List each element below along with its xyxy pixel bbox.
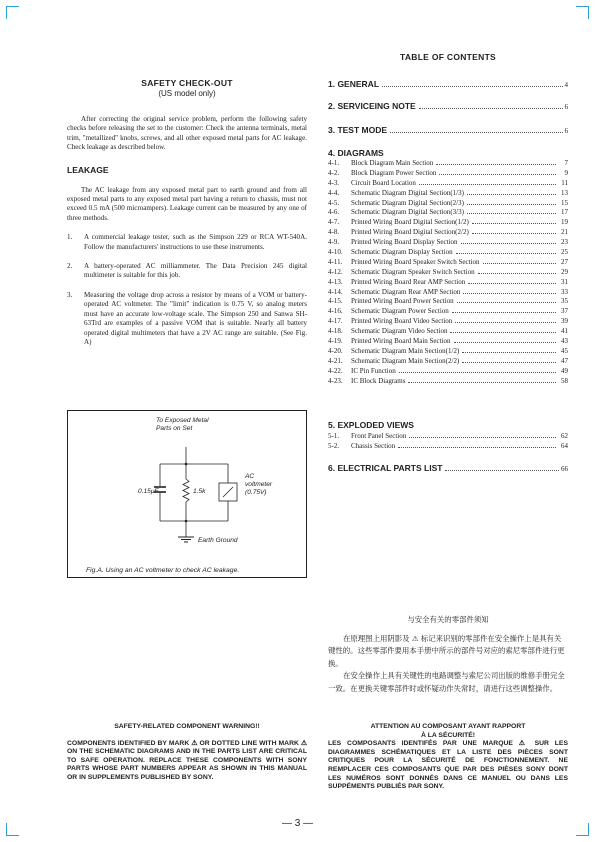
method-text: A battery-operated AC milliammeter. The Data Precision 245 digital multimeter is suitable for this job. [84, 262, 307, 280]
warning-title: SAFETY-RELATED COMPONENT WARNING!! [114, 723, 260, 730]
toc-entry-label: IC Block Diagrams [351, 376, 406, 385]
toc-entry-page: 49 [561, 366, 568, 375]
toc-entry-label: Block Diagram Main Section [351, 159, 434, 167]
toc-entry-page: 27 [561, 257, 568, 266]
toc-entry-number: 4-5. [328, 198, 340, 207]
capacitor-label: 0.15μF [138, 488, 159, 495]
figure-label-line: To Exposed Metal [156, 417, 209, 424]
toc-entry-number: 4-12. [328, 267, 343, 276]
voltmeter-label-line: (0.75V) [245, 489, 267, 496]
toc-entry-number: 4-16. [328, 307, 343, 316]
figure-caption: Fig.A. Using an AC voltmeter to check AC leakage. [86, 567, 240, 574]
toc-entry-label: Schematic Diagram Display Section [351, 248, 453, 257]
method-item-1 [67, 233, 307, 252]
toc-leader [455, 322, 556, 323]
method-number: 3. [67, 290, 73, 299]
crop-mark-top-right [576, 6, 589, 19]
toc-entry-label: Printed Wiring Board Video Section [351, 317, 453, 326]
toc-entry-number: 4-9. [328, 238, 340, 247]
toc-entry-item[interactable] [328, 189, 568, 199]
toc-entry-page: 6 [564, 103, 568, 111]
toc-leader [467, 213, 556, 214]
toc-entry-label: Printed Wiring Board Display Section [351, 238, 458, 247]
toc-entry-page: 25 [561, 248, 568, 257]
toc-entry-number: 4-14. [328, 287, 343, 296]
toc-entry-number: 4-10. [328, 248, 343, 257]
toc-entry-number: 4-21. [328, 356, 343, 365]
toc-entry-label: Printed Wiring Board Main Section [351, 337, 451, 346]
toc-entry-item[interactable] [328, 357, 568, 367]
toc-entry-page: 41 [561, 327, 568, 336]
toc-entry-page: 6 [564, 127, 568, 135]
toc-entry-test-mode[interactable] [328, 125, 568, 135]
toc-leader [456, 253, 556, 254]
toc-leader [439, 174, 556, 175]
toc-leader [398, 447, 556, 448]
method-item-3 [67, 291, 307, 347]
toc-entry-number: 5-1. [328, 432, 340, 440]
voltmeter-label-line: AC [245, 473, 255, 480]
toc-exploded-list [328, 432, 568, 452]
toc-entry-item[interactable] [328, 248, 568, 258]
warning-text: COMPONENTS IDENTIFIED BY MARK ⚠ OR DOTTED LINE WITH MARK ⚠ ON THE SCHEMATIC DIAGRAMS AND IN THE PARTS LIST ARE CRITICAL TO SAFE OPERATION. REPLACE THESE COMPONENTS WITH SONY PARTS WHOSE PART NUMBERS APPEAR AS SHOWN IN THIS MANUAL OR IN SUPPLEMENTS PUBLISHED BY SONY. [67, 739, 307, 781]
toc-entry-number: 4-19. [328, 337, 343, 346]
toc-leader [483, 263, 557, 264]
toc-leader [462, 352, 556, 353]
toc-leader [408, 382, 556, 383]
toc-entry-label: Printed Wiring Board Digital Section(1/2) [351, 218, 469, 227]
toc-leader [461, 243, 556, 244]
toc-entry-page: 17 [561, 208, 568, 217]
toc-entry-item[interactable] [328, 297, 568, 307]
toc-entry-label: Front Panel Section [351, 432, 407, 440]
toc-leader [467, 204, 556, 205]
toc-entry-page: 29 [561, 267, 568, 276]
toc-entry-serviceing-note[interactable] [328, 101, 568, 111]
toc-entry-item[interactable] [328, 258, 568, 268]
toc-entry-item[interactable] [328, 347, 568, 357]
toc-entry-number: 4-8. [328, 228, 340, 237]
toc-leader [478, 273, 556, 274]
toc-entry-number: 4-17. [328, 317, 343, 326]
toc-entry-page: 37 [561, 307, 568, 316]
toc-entry-page: 7 [564, 159, 568, 167]
toc-entry-label: Schematic Diagram Power Section [351, 307, 449, 316]
toc-entry-item[interactable] [328, 179, 568, 189]
warning-title-line-1: ATTENTION AU COMPOSANT AYANT RAPPORT [370, 723, 526, 730]
toc-entry-item[interactable] [328, 199, 568, 209]
toc-entry-page: 31 [561, 277, 568, 286]
toc-entry-page: 58 [561, 376, 568, 385]
toc-entry-number: 4-4. [328, 188, 340, 197]
toc-entry-item[interactable] [328, 268, 568, 278]
toc-entry-number: 4-1. [328, 159, 340, 167]
toc-leader [463, 293, 556, 294]
toc-entry-item[interactable] [328, 337, 568, 347]
toc-entry-page: 33 [561, 287, 568, 296]
toc-entry-page: 19 [561, 218, 568, 227]
toc-entry-page: 23 [561, 238, 568, 247]
toc-entry-page: 43 [561, 337, 568, 346]
toc-entry-item[interactable] [328, 377, 568, 387]
chinese-notice-paragraph-1: 在原理图上用阴影及 ⚠ 标记来识别的零部件在安全操作上是具有关键性的。这些零部件要用本手册中所示的部件号对应的索尼零部件进行更换。 [328, 633, 565, 668]
toc-entry-item[interactable] [328, 228, 568, 238]
toc-leader [390, 132, 562, 133]
toc-entry-label: 6. ELECTRICAL PARTS LIST [328, 463, 443, 473]
chinese-safety-notice [328, 614, 568, 695]
chinese-notice-paragraph-2: 在安全操作上具有关键性的电路调整与索尼公司出版的维修手册完全一致。在更换关键零部件时或怀疑动作失常时，请进行这些调整操作。 [328, 671, 565, 693]
toc-leader [409, 437, 556, 438]
method-number: 1. [67, 233, 73, 242]
toc-leader [450, 332, 556, 333]
toc-leader [436, 164, 556, 165]
toc-entry-item[interactable] [328, 317, 568, 327]
voltmeter-label-line: voltmeter [245, 481, 273, 488]
toc-entry-label: Schematic Diagram Speaker Switch Section [351, 267, 475, 276]
toc-entry-page: 9 [564, 168, 568, 177]
toc-entry-page: 15 [561, 198, 568, 207]
toc-entry-item[interactable] [328, 169, 568, 179]
toc-leader [419, 108, 563, 109]
warning-title-line-2: À LA SÉCURITÉ! [420, 731, 476, 739]
toc-entry-item[interactable] [328, 432, 568, 442]
safety-warning-french [328, 723, 568, 792]
toc-entry-label: IC Pin Function [351, 366, 396, 375]
figure-a-ac-leakage-circuit [67, 410, 307, 578]
voltmeter-label [245, 473, 272, 497]
toc-entry-general[interactable] [328, 79, 568, 89]
toc-entry-number: 4-2. [328, 168, 340, 177]
toc-entry-label: Schematic Diagram Main Section(2/2) [351, 356, 460, 365]
toc-entry-number: 4-3. [328, 178, 340, 187]
toc-heading-diagrams: 4. DIAGRAMS [328, 148, 384, 158]
safety-title: SAFETY CHECK-OUT [141, 78, 233, 88]
toc-entry-label: Schematic Diagram Rear AMP Section [351, 287, 461, 296]
toc-entry-label: Schematic Diagram Video Section [351, 327, 448, 336]
toc-leader [382, 86, 562, 87]
page-number: — 3 — [281, 818, 314, 829]
toc-entry-item[interactable] [328, 307, 568, 317]
toc-entry-label: Printed Wiring Board Digital Section(2/2) [351, 228, 469, 237]
leakage-text: The AC leakage from any exposed metal part to earth ground and from all exposed metal parts to any exposed metal part having a return to chassis, must not exceed 0.5 mA (500 microampers). Leakage current can be measured by any one of three methods. [67, 185, 307, 222]
safety-subtitle: (US model only) [158, 89, 216, 98]
toc-entry-label: Printed Wiring Board Power Section [351, 297, 454, 306]
figure-label-exposed-metal [156, 417, 209, 433]
method-number: 2. [67, 262, 73, 271]
safety-checkout-section [67, 78, 307, 347]
toc-entry-number: 5-2. [328, 441, 340, 450]
toc-entry-page: 64 [561, 441, 568, 450]
toc-entry-page: 47 [561, 356, 568, 365]
toc-entry-item[interactable] [328, 208, 568, 218]
toc-entry-label: Schematic Diagram Main Section(1/2) [351, 346, 460, 355]
toc-entry-item[interactable] [328, 327, 568, 337]
toc-entry-label: 1. GENERAL [328, 79, 380, 89]
leakage-heading: LEAKAGE [67, 164, 109, 175]
toc-leader [445, 470, 559, 471]
toc-leader [399, 372, 556, 373]
figure-label-line: Parts on Set [156, 425, 193, 432]
toc-entry-page: 66 [561, 465, 568, 473]
toc-entry-label: 2. SERVICEING NOTE [328, 101, 416, 111]
toc-entry-label: Block Diagram Power Section [351, 168, 437, 177]
earth-ground-label: Earth Ground [198, 537, 238, 544]
warning-text: LES COMPOSANTS IDENTIFÉS PAR UNE MARQUE ⚠ SUR LES DIAGRAMMES SCHÉMATIQUES ET LA LISTE DES PIÈCES SONT CRITIQUES POUR LA SÉCURITÉ DE FONCTIONNEMENT. NE REMPLACER CES COMPOSANTS QUE PAR DES PIÈSES SONY DONT LES NUMÉROS SONT DONNÉS DANS CE MANUEL OU DANS LES SUPPÉMENTS PUBLIÉS PAR SONY. [328, 740, 568, 791]
toc-entry-label: Chassis Section [351, 441, 396, 450]
toc-leader [467, 194, 556, 195]
toc-entry-page: 39 [561, 317, 568, 326]
toc-leader [472, 233, 556, 234]
toc-entry-page: 11 [561, 178, 568, 187]
toc-entry-item[interactable] [328, 367, 568, 377]
table-of-contents [328, 52, 568, 473]
method-text: Measuring the voltage drop across a resistor by means of a VOM or battery-operated AC voltmeter. The "limit" indication is 0.75 V, so analog meters must have an accurate low-voltage scale. The Simpson 250 and Sanwa SH-63Trd are examples of a passive VOM that is suitable. Nearly all battery operated digital multimeters that have a 2V AC range are suitable. (See Fig. A) [84, 290, 307, 346]
toc-entry-label: Schematic Diagram Digital Section(2/3) [351, 198, 464, 207]
toc-entry-label: Schematic Diagram Digital Section(1/3) [351, 188, 464, 197]
toc-entry-page: 4 [564, 81, 568, 89]
toc-entry-label: Printed Wiring Board Speaker Switch Section [351, 257, 480, 266]
toc-entry-number: 4-13. [328, 277, 343, 286]
toc-leader [462, 362, 556, 363]
toc-entry-number: 4-22. [328, 366, 343, 375]
crop-mark-top-left [6, 6, 19, 19]
toc-entry-number: 4-20. [328, 346, 343, 355]
toc-leader [457, 302, 556, 303]
toc-entry-page: 62 [561, 432, 568, 440]
toc-entry-label: Printed Wiring Board Rear AMP Section [351, 277, 466, 286]
toc-entry-number: 4-23. [328, 376, 343, 385]
toc-diagrams-list [328, 159, 568, 386]
toc-leader [419, 184, 556, 185]
toc-entry-page: 45 [561, 346, 568, 355]
toc-entry-electrical-parts-list[interactable] [328, 463, 568, 473]
toc-entry-item[interactable] [328, 159, 568, 169]
toc-entry-number: 4-11. [328, 257, 343, 266]
toc-entry-item[interactable] [328, 442, 568, 452]
toc-title: TABLE OF CONTENTS [399, 52, 497, 62]
toc-leader [452, 312, 556, 313]
resistor-label: 1.5k [193, 488, 206, 495]
toc-leader [454, 342, 556, 343]
toc-leader [468, 283, 556, 284]
toc-entry-label: Schematic Diagram Digital Section(3/3) [351, 208, 464, 217]
toc-heading-exploded-views: 5. EXPLODED VIEWS [328, 420, 414, 430]
toc-entry-number: 4-18. [328, 327, 343, 336]
toc-entry-page: 13 [561, 188, 568, 197]
toc-leader [472, 223, 556, 224]
safety-intro: After correcting the original service problem, perform the following safety checks before releasing the set to the customer: Check the antenna terminals, metal trim, "metallized" knobs, screws, and all other exposed metal parts for AC leakage. Check leakage as described below. [67, 115, 307, 152]
toc-entry-item[interactable] [328, 288, 568, 298]
safety-warning-english [67, 723, 307, 783]
toc-entry-label: 3. TEST MODE [328, 125, 388, 135]
method-text: A commercial leakage tester, such as the Simpson 229 or RCA WT-540A. Follow the manufacturers' instructions to use these instruments. [84, 233, 307, 251]
toc-entry-number: 4-15. [328, 297, 343, 306]
toc-entry-item[interactable] [328, 238, 568, 248]
chinese-notice-title: 与安全有关的零部件须知 [407, 615, 489, 624]
toc-entry-number: 4-6. [328, 208, 340, 217]
toc-entry-page: 35 [561, 297, 568, 306]
method-item-2 [67, 262, 307, 281]
toc-entry-item[interactable] [328, 278, 568, 288]
toc-entry-label: Circuit Board Location [351, 178, 416, 187]
toc-entry-page: 21 [561, 228, 568, 237]
toc-entry-item[interactable] [328, 218, 568, 228]
toc-entry-number: 4-7. [328, 218, 340, 227]
